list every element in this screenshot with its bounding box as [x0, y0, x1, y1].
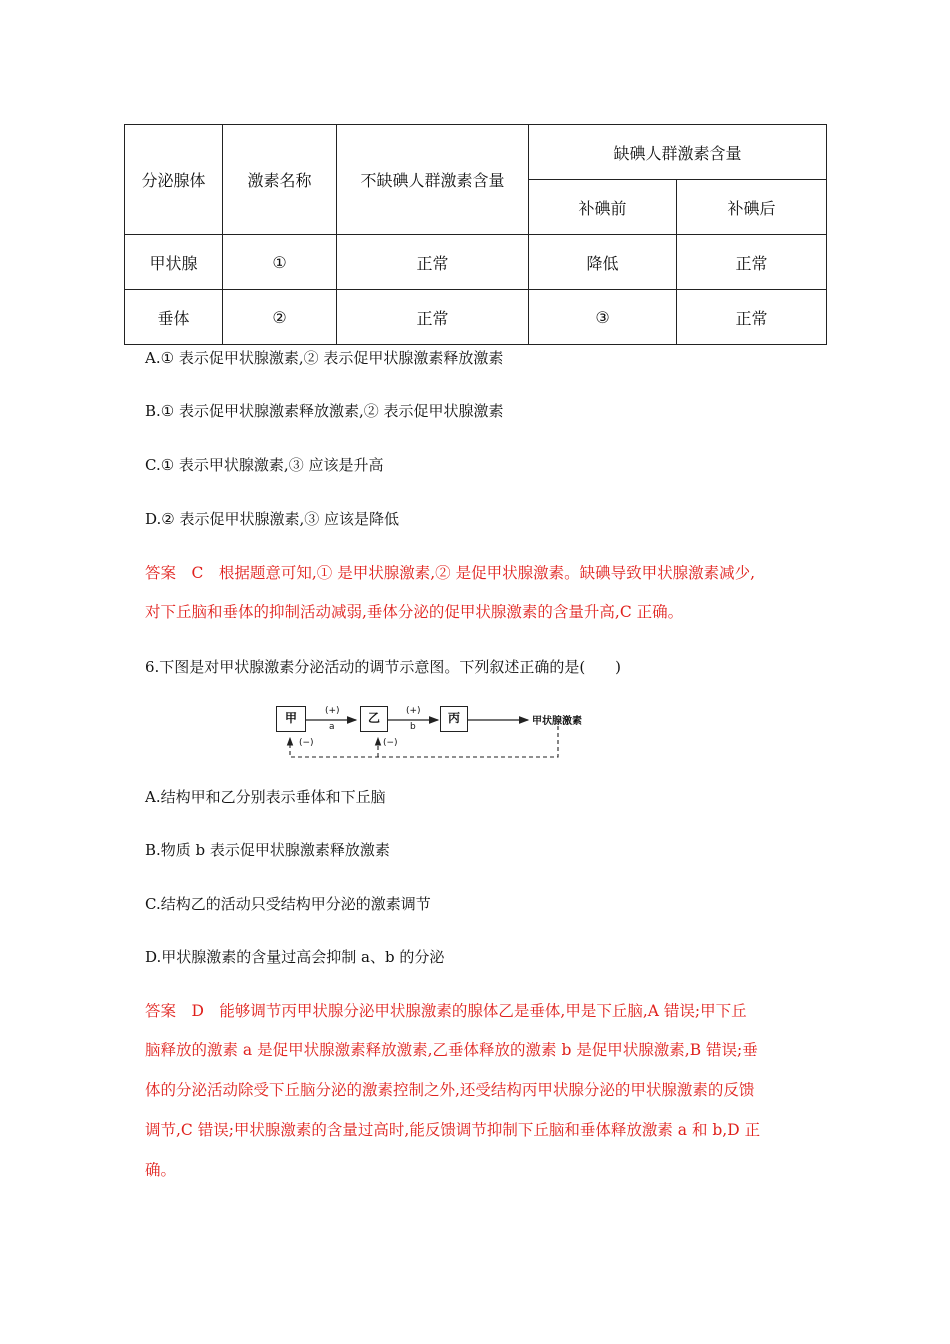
plus-label-a: (+)	[325, 706, 340, 716]
box-bing: 丙	[440, 706, 468, 732]
minus-label-yi: (−)	[383, 738, 398, 748]
q6-stem: 6.下图是对甲状腺激素分泌活动的调节示意图。下列叙述正确的是( )	[145, 658, 622, 676]
cell-normal: 正常	[337, 235, 529, 290]
header-gland: 分泌腺体	[125, 125, 223, 235]
q6-answer-line: 体的分泌活动除受下丘脑分泌的激素控制之外,还受结构丙甲状腺分泌的甲状腺激素的反馈	[145, 1081, 755, 1099]
regulation-diagram	[270, 700, 600, 765]
diagram-arrows	[270, 700, 600, 765]
q5-answer-line: 答案 C 根据题意可知,① 是甲状腺激素,② 是促甲状腺激素。缺碘导致甲状腺激素减少,	[145, 564, 755, 582]
label-b: b	[410, 722, 416, 732]
q5-option-b: B.① 表示促甲状腺激素释放激素,② 表示促甲状腺激素	[145, 402, 504, 420]
cell-after: 正常	[677, 290, 827, 345]
q6-option-d: D.甲状腺激素的含量过高会抑制 a、b 的分泌	[145, 948, 445, 966]
q6-answer-line: 脑释放的激素 a 是促甲状腺激素释放激素,乙垂体释放的激素 b 是促甲状腺激素,B 错误;垂	[145, 1041, 758, 1059]
label-a: a	[329, 722, 335, 732]
box-jia: 甲	[276, 706, 306, 732]
q5-answer-line: 对下丘脑和垂体的抑制活动减弱,垂体分泌的促甲状腺激素的含量升高,C 正确。	[145, 603, 684, 621]
cell-gland: 甲状腺	[125, 235, 223, 290]
cell-hormone: ①	[223, 235, 337, 290]
header-deficient: 缺碘人群激素含量	[529, 125, 827, 180]
hormone-table	[124, 124, 827, 345]
q6-option-b: B.物质 b 表示促甲状腺激素释放激素	[145, 841, 390, 859]
q5-option-c: C.① 表示甲状腺激素,③ 应该是升高	[145, 456, 384, 474]
header-after: 补碘后	[677, 180, 827, 235]
q6-answer-line: 确。	[145, 1161, 177, 1179]
header-normal: 不缺碘人群激素含量	[337, 125, 529, 235]
q6-answer-line: 答案 D 能够调节丙甲状腺分泌甲状腺激素的腺体乙是垂体,甲是下丘脑,A 错误;甲下丘	[145, 1002, 747, 1020]
cell-gland: 垂体	[125, 290, 223, 345]
table-row	[125, 290, 827, 345]
output-label: 甲状腺激素	[532, 716, 582, 727]
q6-answer-line: 调节,C 错误;甲状腺激素的含量过高时,能反馈调节抑制下丘脑和垂体释放激素 a 和 b,D 正	[145, 1121, 761, 1139]
box-yi: 乙	[360, 706, 388, 732]
plus-label-b: (+)	[406, 706, 421, 716]
q5-option-d: D.② 表示促甲状腺激素,③ 应该是降低	[145, 510, 400, 528]
header-before: 补碘前	[529, 180, 677, 235]
q6-option-a: A.结构甲和乙分别表示垂体和下丘脑	[145, 788, 386, 806]
cell-hormone: ②	[223, 290, 337, 345]
cell-before: 降低	[529, 235, 677, 290]
q6-option-c: C.结构乙的活动只受结构甲分泌的激素调节	[145, 895, 431, 913]
table-row	[125, 235, 827, 290]
q5-option-a: A.① 表示促甲状腺激素,② 表示促甲状腺激素释放激素	[145, 349, 504, 367]
cell-normal: 正常	[337, 290, 529, 345]
cell-after: 正常	[677, 235, 827, 290]
header-hormone: 激素名称	[223, 125, 337, 235]
cell-before: ③	[529, 290, 677, 345]
minus-label-jia: (−)	[299, 738, 314, 748]
